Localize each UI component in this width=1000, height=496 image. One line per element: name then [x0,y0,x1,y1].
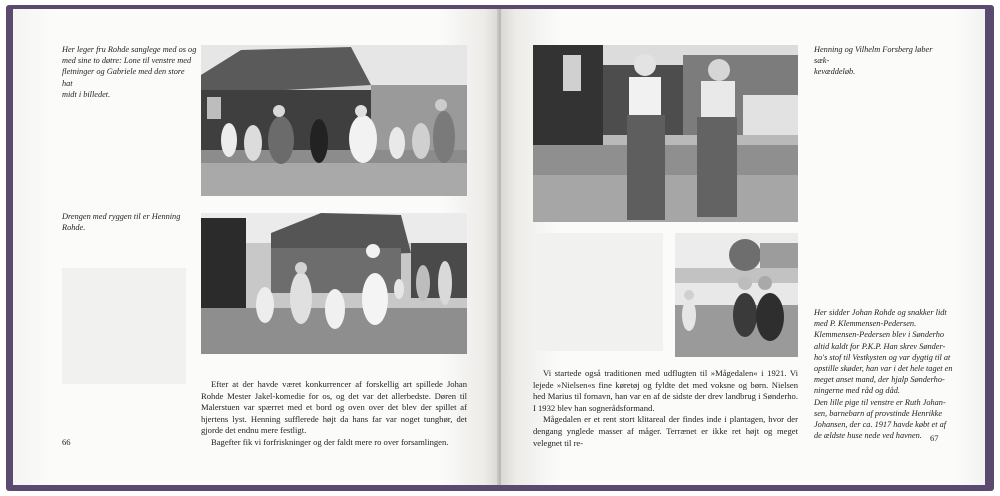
show-through-block [62,268,186,384]
caption-line: ningerne med råd og dåd. [814,386,900,396]
caption-line: Johansen, der ca. 1917 havde købt et af [814,420,947,430]
photo-johan-rohde [675,233,798,357]
caption-line: Henning og Vilhelm Forsberg løber sæk- [814,45,933,66]
caption-line: meget anset mand, der hjalp Sønderho- [814,375,945,385]
paragraph: Bagefter fik vi forfriskninger og der faldt mere ro over forsamlingen. [211,436,449,447]
caption-line: Her leger fru Rohde sanglege med os og [62,45,197,54]
show-through-block [533,233,663,351]
caption-line: opstille skøder, han var i det hele taget en [814,364,953,374]
caption-line: med sine to døtre: Lone til venstre med [62,56,192,66]
photo-sanglege [201,45,467,196]
right-caption-top [814,44,949,78]
right-caption-bottom [814,307,954,441]
right-body-text [533,368,798,449]
left-caption-middle: Drengen med ryggen til er Henning Rohde. [62,212,181,233]
caption-line: ho's stof til Vestkysten og var dygtig til at [814,352,951,362]
photo-drengen [201,213,467,354]
right-page-number: 67 [930,433,939,443]
caption-line: kevæddeløb. [814,67,856,77]
caption-line: de ældste huse nede ved havnen. [814,431,922,441]
caption-line: midt i billedet. [62,89,111,99]
caption-line: Klemmensen-Pedersen blev i Sønderho [814,330,945,340]
caption-line: sen, barnebarn af provstinde Henrikke [814,408,943,418]
left-body-text [201,379,467,449]
caption-line: fletninger og Gabriele med den store hat [62,67,185,88]
paragraph: Mågedalen er et rent stort klitareal der findes inde i plantagen, hvor der dengang ynglede masser af måger. Terrænet er ikke ret højt og meget velegnet til re- [533,414,798,448]
paragraph: Efter at der havde været konkurrencer af forskellig art spillede Johan Rohde Mester Jakel-komedie for os, og det var det allerbedste. Døren til Malerstuen var spærret med et bord og oven over det blev der spillet af hjertens lyst. Henning sufflerede højt da hans far var noget tunghør, det gjorde det endnu mere festligt. [201,379,467,436]
paragraph: Vi startede også traditionen med udflugten til »Mågedalen« i 1921. Vi lejede »Nielsen«s fine køretøj og fyldte det med voksne og børn. Nielsen hed Marius til fornavn, han var en af de sidste der drev landbrug i Sønderho. I 1932 blev han sognerådsformand. [533,368,798,413]
caption-line: Her sidder Johan Rohde og snakker lidt [814,308,947,317]
caption-line: altid kaldt for P.K.P. Han skrev Sønder- [814,341,946,351]
caption-line: med P. Klemmensen-Pedersen. [814,319,917,329]
photo-saekkevaeddeloeb [533,45,798,222]
caption-line: Den lille pige til venstre er Ruth Johan- [814,397,946,407]
left-caption-top [62,44,197,100]
left-page-number: 66 [62,437,71,447]
